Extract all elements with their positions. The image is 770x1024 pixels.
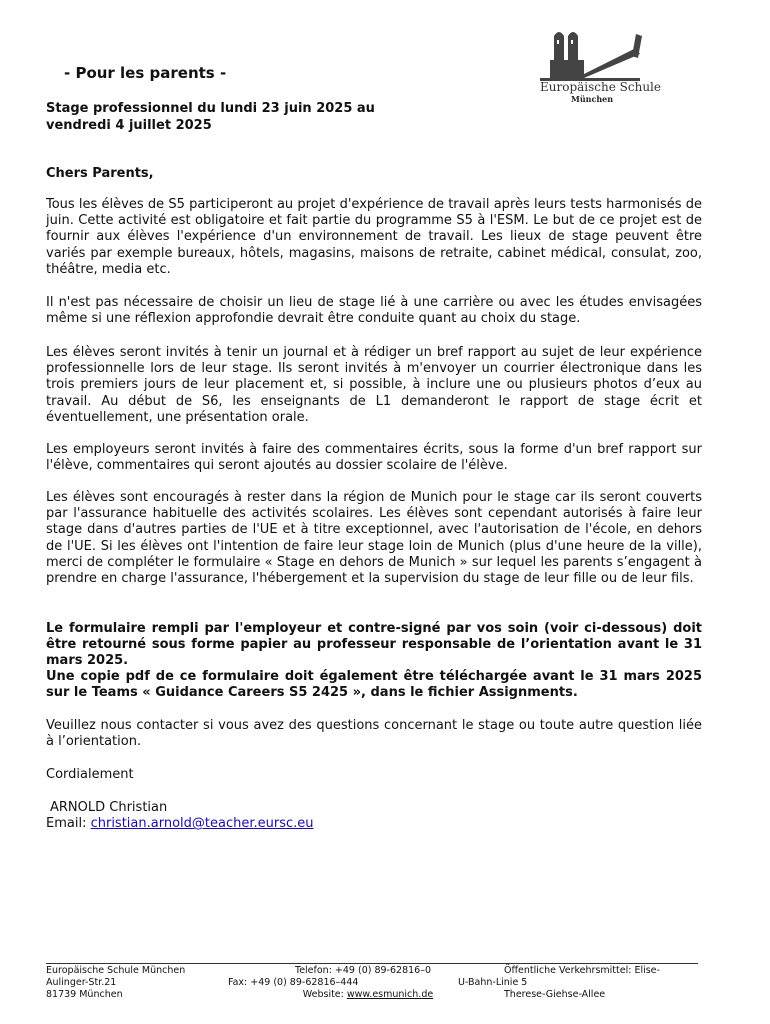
footer-website-line [228, 989, 458, 1001]
footer-website-link[interactable]: www.esmunich.de [346, 989, 434, 1000]
logo-text-city: München [571, 94, 614, 104]
footer-postcode: 81739 München [46, 989, 123, 1000]
page-heading: - Pour les parents - [64, 64, 227, 82]
notice-pdf-upload: Une copie pdf de ce formulaire doit également être téléchargée avant le 31 mars 2025 sur le Teams « Guidance Careers S5 2425 », dans le fichier Assignments. [46, 669, 702, 701]
logo-text-school: Europäische Schule [540, 80, 661, 94]
footer-phone: Telefon: +49 (0) 89-62816–0 [295, 965, 431, 976]
footer-transport [458, 965, 660, 1001]
email-link[interactable]: christian.arnold@teacher.eursc.eu [90, 816, 314, 831]
signature-name: ARNOLD Christian [50, 800, 168, 815]
footer-address [46, 965, 185, 1001]
footer-website-label: Website: [302, 989, 347, 1000]
footer-transport-line-3: Therese-Giehse-Allee [504, 989, 606, 1000]
paragraph-journal: Les élèves seront invités à tenir un journal et à rédiger un bref rapport au sujet de leur expérience professionnelle lors de leur stage. Ils seront invités à m'envoyer un courrier électronique dans les trois premiers jours de leur placement et, si possible, à inclure une ou plusieurs photos d’eux au travail. Au début de S6, les enseignants de L1 demanderont le rapport de stage écrit et éventuellement, une présentation orale. [46, 345, 702, 425]
paragraph-employers: Les employeurs seront invités à faire des commentaires écrits, sous la forme d'un bref rapport sur l'élève, commentaires qui seront ajoutés au dossier scolaire de l'élève. [46, 442, 702, 474]
notice-form-return: Le formulaire rempli par l'employeur et contre-signé par vos soin (voir ci-dessous) doit être retourné sous forme papier au professeur responsable de l’orientation avant le 31 mars 2025. [46, 621, 702, 669]
closing: Cordialement [46, 767, 134, 782]
subtitle-line-1: Stage professionnel du lundi 23 juin 2025 au [46, 101, 375, 116]
footer-contact [228, 965, 458, 1001]
email-label: Email: [46, 816, 91, 831]
footer-divider [46, 963, 698, 964]
email-line [46, 816, 314, 832]
paragraph-intro: Tous les élèves de S5 participeront au projet d'expérience de travail après leurs tests harmonisés de juin. Cette activité est obligatoire et fait partie du programme S5 à l'ESM. Le but de ce projet est de fournir aux élèves l'expérience d'un environnement de travail. Les lieux de stage peuvent être variés par exemple bureaux, hôtels, magasins, maisons de retraite, cabinet médical, consulat, zoo, théâtre, media etc. [46, 197, 702, 277]
footer-transport-line-2: U-Bahn-Linie 5 [458, 977, 528, 988]
paragraph-contact: Veuillez nous contacter si vous avez des questions concernant le stage ou toute autre question liée à l’orientation. [46, 718, 702, 750]
greeting: Chers Parents, [46, 166, 154, 181]
footer-street: Aulinger-Str.21 [46, 977, 117, 988]
footer-transport-line-1: Öffentliche Verkehrsmittel: Elise- [504, 965, 660, 976]
subtitle-line-2: vendredi 4 juillet 2025 [46, 118, 212, 133]
footer-fax: Fax: +49 (0) 89-62816–444 [228, 977, 359, 988]
footer-school-name: Europäische Schule München [46, 965, 186, 976]
document-subtitle [46, 100, 375, 134]
paragraph-location: Les élèves sont encouragés à rester dans la région de Munich pour le stage car ils seront couverts par l'assurance habituelle des activités scolaires. Les élèves sont cependant autorisés à faire leur stage dans d'autres parties de l'UE et à titre exceptionnel, avec l'autorisation de l'école, en dehors de l'UE. Si les élèves ont l'intention de faire leur stage loin de Munich (plus d'une heure de la ville), merci de compléter le formulaire « Stage en dehors de Munich » sur lequel les parents s’engagent à prendre en charge l'assurance, l'hébergement et la supervision du stage de leur fille ou de leur fils. [46, 490, 702, 587]
paragraph-choice: Il n'est pas nécessaire de choisir un lieu de stage lié à une carrière ou avec les études envisagées même si une réflexion approfondie devrait être conduite quant au choix du stage. [46, 295, 702, 327]
